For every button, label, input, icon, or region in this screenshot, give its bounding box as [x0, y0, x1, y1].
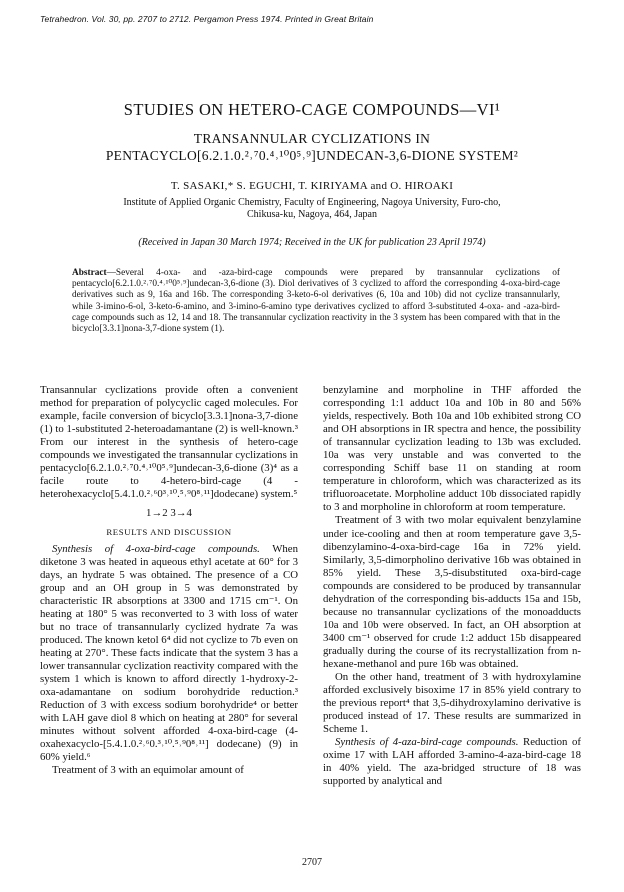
affiliation-line-1: Institute of Applied Organic Chemistry, Faculty of Engineering, Nagoya University, Furo-cho, — [123, 197, 501, 208]
affiliation-line-2: Chikusa-ku, Nagoya, 464, Japan — [247, 209, 377, 220]
section-heading: RESULTS AND DISCUSSION — [106, 527, 232, 538]
affiliation — [60, 197, 564, 221]
abstract-text: —Several 4-oxa- and -aza-bird-cage compounds were prepared by transannular cyclizations of pentacyclo[6.2.1.0.²˒⁷0.⁴˒¹⁰0⁵˒⁹]undecan-3,6-dione (3). Diol derivatives of 3 cyclized to afford the corresponding 4-oxa-bird-cage derivatives such as 9, 16a and 16b. The corresponding 3-keto-6-ol derivatives (6, 10a and 10b) did not cyclize transannularly, while 3-imino-6-ol, 3-keto-6-amino, and 3-imino-6-amino type derivatives cyclized to afford 3-substituted 4-oxa- and -aza-bird-cage compounds such as 12, 14 and 18. The transannular cyclization reactivity in the 3 system has been compared with that in the bicyclo[3.3.1]nona-3,7-dione system (1). — [72, 268, 560, 335]
subtitle-line-2: PENTACYCLO[6.2.1.0.²˒⁷0.⁴˒¹⁰0⁵˒⁹]UNDECAN-3,6-DIONE SYSTEM² — [105, 148, 519, 163]
paper-title: STUDIES ON HETERO-CAGE COMPOUNDS—VI¹ — [123, 100, 501, 119]
aza-synthesis-text: Reduction of oxime 17 with LAH afforded 3-amino-4-aza-bird-cage 18 in 40% yield. The aza-bridged structure of 18 was supported by analytical and — [323, 736, 581, 788]
oxa-synthesis-title: Synthesis of 4-oxa-bird-cage compounds. — [52, 542, 260, 555]
oxime-paragraph: On the other hand, treatment of 3 with hydroxylamine afforded exclusively bisoxime 17 in 85% yield contrary to the previous report⁴ that 3,5-dihydroxylamino derivative is produced instead of 17. These results are summarized in Scheme 1. — [323, 671, 581, 736]
bis-adduct-paragraph: Treatment of 3 with two molar equivalent benzylamine under ice-cooling and then at room temperature gave 3,5-dibenzylamino-4-oxa-bird-cage 16a in 72% yield. Similarly, 3,5-dimorpholino derivative 16b was obtained in 85% yield. These 3,5-disubstituted oxa-bird-cage compounds are considered to be produced by transannular dehydration of the corresponding bis-adducts 15a and 15b, because no transannular cyclizations of the monoadducts 10a and 10b were observed. In fact, an OH absorption at 3400 cm⁻¹ observed for crude 1:2 adduct 15b disappeared gradually during the course of its recrystallization from n-hexane-methanol and pure 16b was obtained. — [323, 514, 581, 670]
received-dates: (Received in Japan 30 March 1974; Received in the UK for publication 23 April 1974) — [138, 237, 486, 248]
oxa-synthesis-paragraph — [40, 543, 298, 765]
author-list: T. SASAKI,* S. EGUCHI, T. KIRIYAMA and O. HIROAKI — [170, 180, 454, 192]
aza-synthesis-paragraph — [323, 736, 581, 788]
right-column — [323, 384, 581, 788]
paper-subtitle — [40, 130, 584, 164]
abstract-label: Abstract — [72, 268, 107, 278]
left-column — [40, 384, 298, 777]
journal-citation: Tetrahedron. Vol. 30, pp. 2707 to 2712. Pergamon Press 1974. Printed in Great Britain — [40, 14, 374, 24]
adduct-paragraph: benzylamine and morpholine in THF afforded the corresponding 1:1 adduct 10a and 10b in 80 and 56% yields, respectively. Both 10a and 10b exhibited strong CO and OH absorptions in IR spectra and hence, the possibility of transannular cyclization leading to 13b was excluded. 10a was very unstable and was converted to the corresponding Schiff base 11 on standing at room temperature in chloroform, which was characterized as its trifluoroacetate. Morpholine adduct 10b dissociated rapidly to 3 and morpholine in chloroform at room temperature. — [323, 384, 581, 514]
abstract — [72, 268, 560, 335]
treatment-paragraph: Treatment of 3 with an equimolar amount of — [52, 764, 244, 777]
oxa-synthesis-text: When diketone 3 was heated in aqueous ethyl acetate at 60° for 3 days, an hydrate 5 was obtained. The presence of a CO group and an OH group in 5 was demonstrated by characteristic IR absorptions at 3300 and 1715 cm⁻¹. On heating at 180° 5 was reconverted to 3 with loss of water but no trace of transannularly cyclized hydrate 7a was produced. The known ketol 6⁴ did not cyclize to 7b even on heating at 270°. These facts indicate that the system 3 has a lower transannular cyclization reactivity compared with the system 1 which is known to afford directly 1-hydroxy-2-oxa-adamantane on sodium borohydride reduction.³ Reduction of 3 with excess sodium borohydride⁴ or better with LAH gave diol 8 which on heating at 280° for several minutes without solvent afforded 4-oxa-bird-cage (4-oxahexacyclo-[5.4.1.0.²˒⁶0.³˒¹⁰.⁵˒⁹0⁸˒¹¹] dodecane) (9) in 60% yield.⁶ — [40, 542, 298, 764]
aza-synthesis-title: Synthesis of 4-aza-bird-cage compounds. — [335, 736, 519, 749]
subtitle-line-1: TRANSANNULAR CYCLIZATIONS IN — [193, 131, 431, 146]
page-number: 2707 — [302, 857, 322, 868]
reaction-equation: 1→2 3→4 — [146, 507, 192, 520]
intro-paragraph: Transannular cyclizations provide often a convenient method for preparation of polycyclic caged molecules. For example, facile conversion of bicyclo[3.3.1]nona-3,7-dione (1) to 1-substituted 2-heteroadamantane (2) is well-known.³ From our interest in the synthesis of hetero-cage compounds we investigated the transannular cyclizations in pentacyclo[6.2.1.0.²˒⁷0.⁴˒¹⁰0⁵˒⁹]undecan-3,6-dione (3)⁴ as a facile route to 4-hetero-bird-cage (4 - heterohexacyclo[5.4.1.0.²˒⁶0³˒¹⁰.⁵˒⁹0⁸˒¹¹]dodecane) system.⁵ — [40, 384, 298, 501]
